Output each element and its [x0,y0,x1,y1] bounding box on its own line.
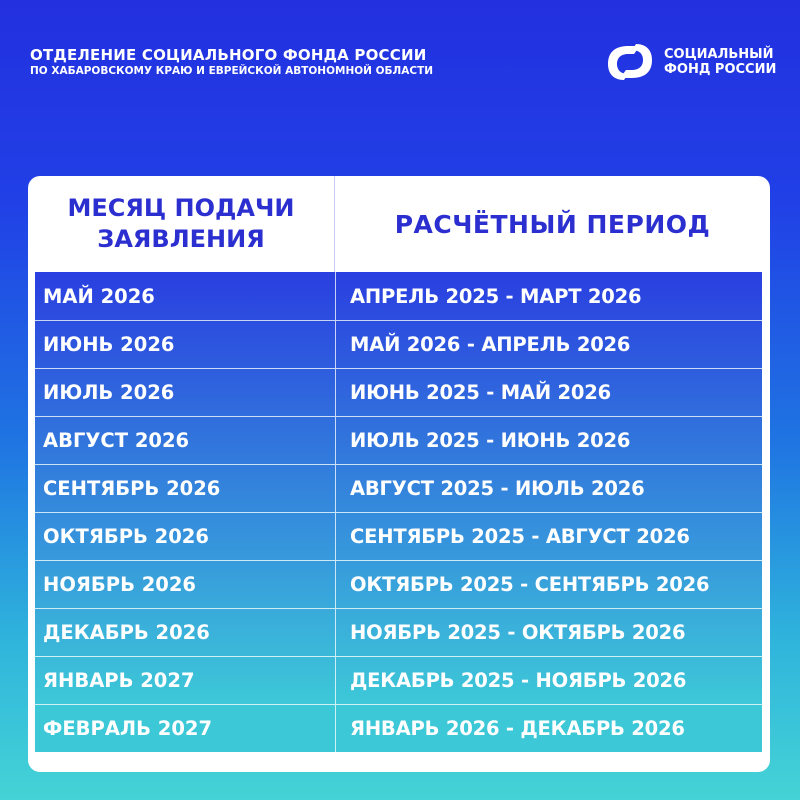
org-region: ПО ХАБАРОВСКОМУ КРАЮ И ЕВРЕЙСКОЙ АВТОНОМНОЙ ОБЛАСТИ [30,65,434,77]
schedule-table [28,176,770,772]
cell-period: ДЕКАБРЬ 2025 - НОЯБРЬ 2026 [335,657,762,704]
logo-line2: ФОНД РОССИИ [664,62,777,77]
column-header-month-line1: МЕСЯЦ ПОДАЧИ [67,194,295,222]
cell-period: ОКТЯБРЬ 2025 - СЕНТЯБРЬ 2026 [335,561,762,608]
table-row [35,368,762,416]
column-header-month-line2: ЗАЯВЛЕНИЯ [97,225,265,253]
sfr-logo-icon [604,40,656,84]
cell-month: ДЕКАБРЬ 2026 [43,621,210,644]
table-row [35,704,762,752]
cell-period: АПРЕЛЬ 2025 - МАРТ 2026 [335,272,762,320]
cell-period: МАЙ 2026 - АПРЕЛЬ 2026 [335,321,762,368]
logo-line1: СОЦИАЛЬНЫЙ [664,47,774,62]
table-row [35,560,762,608]
cell-period: СЕНТЯБРЬ 2025 - АВГУСТ 2026 [335,513,762,560]
cell-month: ИЮНЬ 2026 [43,333,175,356]
cell-period: АВГУСТ 2025 - ИЮЛЬ 2026 [335,465,762,512]
column-header-period: РАСЧЁТНЫЙ ПЕРИОД [394,209,711,239]
cell-month: НОЯБРЬ 2026 [43,573,196,596]
table-row [35,416,762,464]
table-row [35,464,762,512]
cell-month: ФЕВРАЛЬ 2027 [43,717,213,740]
table-body [35,272,762,752]
table-row [35,272,762,320]
table-row [35,608,762,656]
cell-month: СЕНТЯБРЬ 2026 [43,477,221,500]
table-row [35,320,762,368]
cell-period: НОЯБРЬ 2025 - ОКТЯБРЬ 2026 [335,609,762,656]
column-header-month [28,176,334,272]
cell-period: ИЮНЬ 2025 - МАЙ 2026 [335,369,762,416]
sfr-logo [604,40,776,84]
table-row [35,656,762,704]
table-header [28,176,770,272]
cell-month: ИЮЛЬ 2026 [43,381,175,404]
cell-month: АВГУСТ 2026 [43,429,190,452]
table-row [35,512,762,560]
org-header [30,46,433,78]
cell-period: ЯНВАРЬ 2026 - ДЕКАБРЬ 2026 [335,705,762,752]
cell-period: ИЮЛЬ 2025 - ИЮНЬ 2026 [335,417,762,464]
cell-month: МАЙ 2026 [43,284,155,308]
cell-month: ЯНВАРЬ 2027 [43,669,195,692]
org-name: ОТДЕЛЕНИЕ СОЦИАЛЬНОГО ФОНДА РОССИИ [30,46,427,64]
cell-month: ОКТЯБРЬ 2026 [43,525,209,548]
